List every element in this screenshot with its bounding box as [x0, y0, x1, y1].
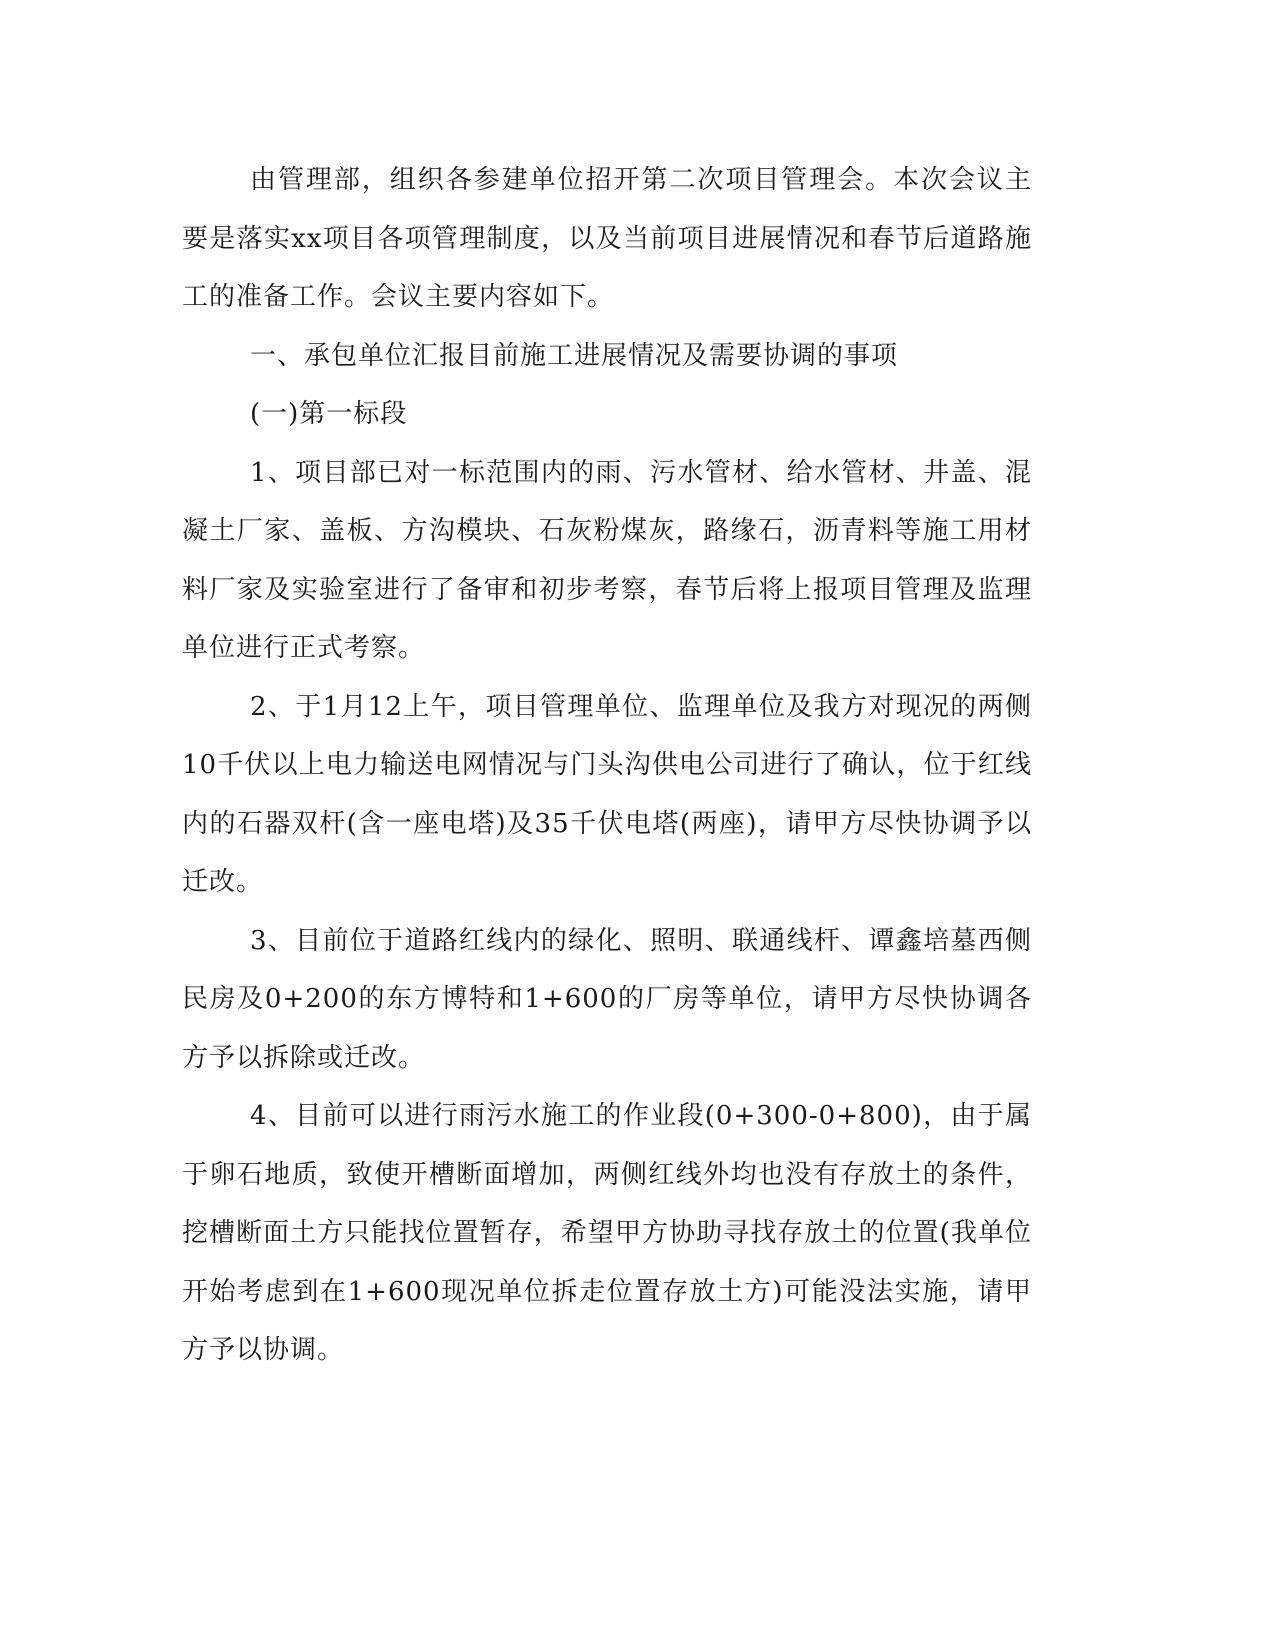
item-3-paragraph: 3、目前位于道路红线内的绿化、照明、联通线杆、谭鑫培墓西侧民房及0+200的东方博特和1+600的厂房等单位，请甲方尽快协调各方予以拆除或迁改。	[182, 925, 1032, 1073]
item-4-paragraph: 4、目前可以进行雨污水施工的作业段(0+300-0+800)，由于属于卵石地质，致使开槽断面增加，两侧红线外均也没有存放土的条件，挖槽断面土方只能找位置暂存，希望甲方协助寻找存放土的位置(我单位开始考虑到在1+600现况单位拆走位置存放土方)可能没法实施，请甲方予以协调。	[182, 1101, 1032, 1365]
document-body	[182, 151, 1032, 1380]
section-heading: 一、承包单位汇报目前施工进展情况及需要协调的事项	[250, 340, 899, 371]
item-2-paragraph: 2、于1月12上午，项目管理单位、监理单位及我方对现况的两侧10千伏以上电力输送电网情况与门头沟供电公司进行了确认，位于红线内的石器双杆(含一座电塔)及35千伏电塔(两座)，请甲方尽快协调予以迁改。	[182, 691, 1032, 897]
subsection-heading: (一)第一标段	[250, 399, 408, 429]
item-1-paragraph: 1、项目部已对一标范围内的雨、污水管材、给水管材、井盖、混凝土厂家、盖板、方沟模块、石灰粉煤灰，路缘石，沥青料等施工用材料厂家及实验室进行了备审和初步考察，春节后将上报项目管理及监理单位进行正式考察。	[182, 457, 1032, 663]
intro-paragraph: 由管理部，组织各参建单位招开第二次项目管理会。本次会议主要是落实xx项目各项管理制度，以及当前项目进展情况和春节后道路施工的准备工作。会议主要内容如下。	[182, 165, 1032, 312]
